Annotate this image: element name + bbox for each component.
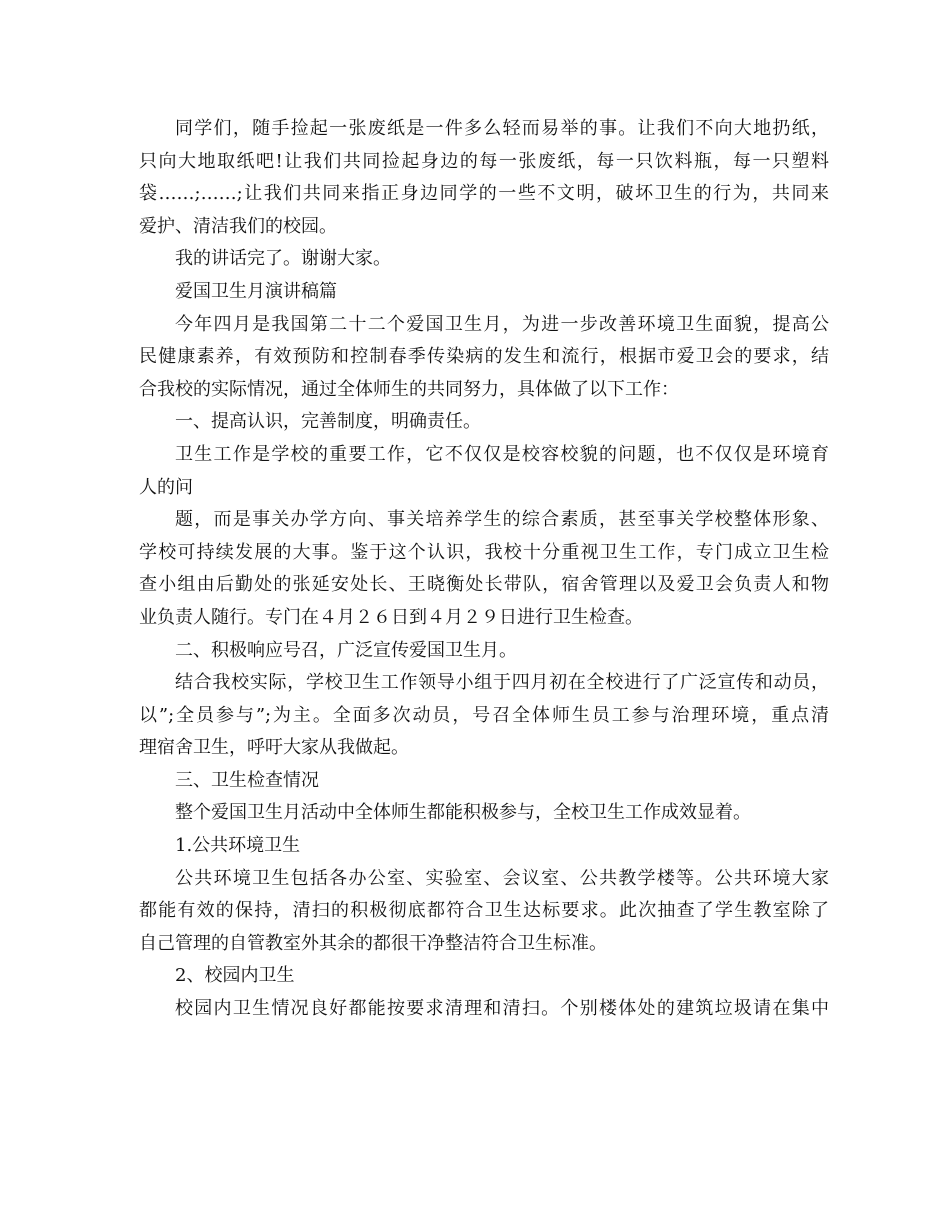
text-line: 同学们，随手捡起一张废纸是一件多么轻而易举的事。让我们不向大地扔纸，: [175, 118, 829, 139]
text-line: 公共环境卫生包括各办公室、实验室、会议室、公共教学楼等。公共环境大家: [175, 867, 829, 889]
text-line: 袋……;……;让我们共同来指正身边同学的一些不文明，破坏卫生的行为，共同来: [139, 183, 829, 205]
text-line: 结合我校实际，学校卫生工作领导小组于四月初在全校进行了广泛宣传和动员，: [175, 672, 829, 694]
text-line: 卫生工作是学校的重要工作，它不仅仅是校容校貌的问题，也不仅仅是环境育: [175, 443, 829, 465]
text-line: 我的讲话完了。谢谢大家。: [175, 248, 391, 270]
text-line: 爱护、清洁我们的校园。: [139, 215, 337, 237]
text-line: 2、校园内卫生: [175, 965, 295, 987]
text-line: 业负责人随行。专门在４月２６日到４月２９日进行卫生检查。: [139, 606, 643, 628]
text-line: 校园内卫生情况良好都能按要求清理和清扫。个别楼体处的建筑垃圾请在集中: [175, 998, 829, 1020]
text-line: 人的问: [139, 476, 193, 498]
text-line: 今年四月是我国第二十二个爱国卫生月，为进一步改善环境卫生面貌，提高公: [175, 313, 829, 335]
text-line: 题，而是事关办学方向、事关培养学生的综合素质，甚至事关学校整体形象、: [175, 509, 829, 531]
text-line: 整个爱国卫生月活动中全体师生都能积极参与，全校卫生工作成效显着。: [175, 802, 751, 824]
text-line: 学校可持续发展的大事。鉴于这个认识，我校十分重视卫生工作，专门成立卫生检: [139, 541, 829, 563]
text-line: 自己管理的自管教室外其余的都很干净整洁符合卫生标准。: [139, 932, 607, 954]
text-line: 以”;全员参与”;为主。全面多次动员，号召全体师生员工参与治理环境，重点清: [139, 704, 829, 726]
text-line: 只向大地取纸吧!让我们共同捡起身边的每一张废纸，每一只饮料瓶，每一只塑料: [139, 150, 829, 172]
text-line: 二、积极响应号召，广泛宣传爱国卫生月。: [175, 639, 517, 661]
text-line: 三、卫生检查情况: [175, 769, 319, 791]
text-line: 理宿舍卫生，呼吁大家从我做起。: [139, 737, 409, 759]
text-line: 都能有效的保持，清扫的积极彻底都符合卫生达标要求。此次抽查了学生教室除了: [139, 900, 829, 922]
text-line: 1.公共环境卫生: [175, 835, 301, 857]
document-body: [139, 113, 829, 1026]
text-line: 民健康素养，有效预防和控制春季传染病的发生和流行，根据市爱卫会的要求，结: [139, 346, 829, 368]
text-line: 爱国卫生月演讲稿篇: [175, 280, 337, 302]
text-line: 合我校的实际情况，通过全体师生的共同努力，具体做了以下工作：: [139, 378, 679, 400]
text-line: 一、提高认识，完善制度，明确责任。: [175, 411, 481, 433]
text-line: 查小组由后勤处的张延安处长、王晓衡处长带队，宿舍管理以及爱卫会负责人和物: [139, 574, 829, 596]
